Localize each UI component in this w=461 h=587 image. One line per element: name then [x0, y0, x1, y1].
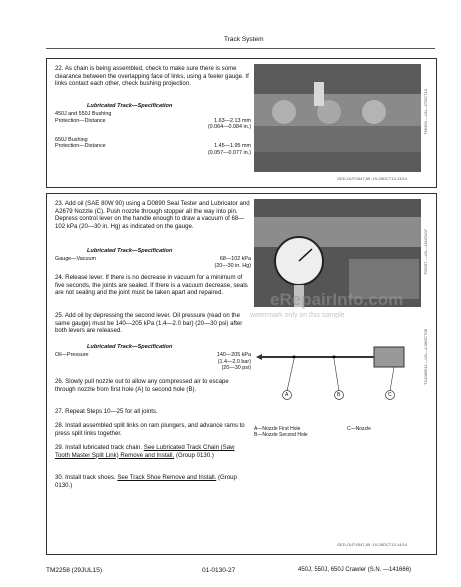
step27-text: 27. Repeat Steps 10—25 for all joints.: [55, 408, 158, 415]
spec-line: (0.057—0.077 in.): [207, 149, 251, 156]
step29-link[interactable]: See Lubricated Track Chain (Saw Tooth Master Split Link) Remove and Install.: [55, 444, 235, 459]
spec-line: 650J Bushing: [55, 136, 88, 143]
step22-text: 22. As chain is being assembled, check to make sure there is some clearance between the overlapping face of links, using a feeler gauge. If links contact each other, check bushing projection.: [55, 65, 249, 88]
step25-text: 25. Add oil by depressing the second lever. Oil pressure (read on the same gauge) must be 140—205 kPa (1.4—2.0 bar) (20—30 psi) after both levers are released.: [55, 312, 243, 335]
spec-line: 450J and 550J Bushing: [55, 111, 112, 117]
footer-left: TM2258 (29JUL15): [46, 567, 102, 574]
section-reference: OED,OUTX547,89 -19-28OCT13-13/14: [337, 176, 408, 181]
nozzle-diagram: [254, 319, 421, 419]
step26-text: 26. Slowly pull nozzle out to allow any compressed air to escape through nozzle from first hole (A) to second hole (B).: [55, 378, 229, 393]
step30-suffix: (Group 0130.): [55, 474, 237, 489]
legend-item-a: A—Nozzle First Hole: [254, 426, 301, 432]
spec-value: 1.45—1.95 mm: [214, 143, 251, 150]
section-reference: OED,OUTX547,89 -19-28OCT13-14/14: [337, 542, 408, 547]
callout-c: C: [388, 392, 392, 398]
step23-text: 23. Add oil (SAE 80W 90) using a D0890 Seal Tester and Lubricator and A2679 Nozzle (C). Push nozzle through stopper all the way into pin. Depress control lever on the handle enough to draw a vacuum of 68—102 kPa (20—30 in. Hg) as indicated on the gauge.: [55, 200, 250, 230]
step29-suffix: (Group 0130.): [175, 451, 214, 459]
spec-label: Oil—Pressure: [55, 352, 89, 358]
photo-reference: T66364 —UN—27OCT10: [423, 89, 428, 135]
spec-label: Gauge—Vacuum: [55, 256, 96, 262]
spec-label: Protection—Distance: [55, 117, 106, 124]
spec-value: 140—205 kPa: [216, 352, 251, 358]
track-chain-illustration: [254, 64, 421, 172]
legend-left: [254, 426, 334, 438]
step22-spec-title: Lubricated Track—Specification: [87, 103, 173, 109]
step28-text: 28. Install assembled split links on ram plungers, and advance rams to press split links together.: [55, 422, 245, 437]
legend-item-c: C—Nozzle: [347, 426, 371, 432]
step30-text: [55, 474, 251, 489]
step29-prefix: 29. Install lubricated track chain.: [55, 444, 143, 451]
step22-section: [46, 58, 437, 188]
spec2-block: [55, 352, 251, 372]
watermark-small: watermark only on this sample: [250, 312, 345, 319]
callout-a: A: [285, 392, 289, 398]
legend-item-b: B—Nozzle Second Hole: [254, 432, 308, 438]
footer-right: 450J, 550J, 650J Crawler (S.N. —141666): [298, 567, 412, 573]
spec-line: (1.4—2.0 bar): [217, 358, 251, 365]
page-header: [46, 30, 435, 49]
step30-prefix: 30. Install track shoes.: [55, 474, 116, 481]
callout-b: B: [337, 392, 341, 398]
spec-label: Protection—Distance: [55, 143, 106, 150]
step24-text: 24. Release lever. If there is no decrease in vacuum for a minimum of five seconds, the joints are sealed. If there is a vacuum decrease, seals are not sealing and the joint must be taken apart and repaired.: [55, 274, 248, 297]
spec-line: (0.064—0.084 in.): [207, 124, 251, 131]
spec-value: 68—102 kPa: [219, 256, 251, 262]
step30-link[interactable]: See Track Shoe Remove and Install.: [117, 474, 217, 481]
track-chain-photo: [254, 64, 421, 172]
spec-line: (20—30 in. Hg): [214, 262, 251, 269]
footer-page-number: 01-0130-27: [202, 567, 236, 574]
step22-spec-block: [55, 111, 251, 157]
spec1-block: [55, 256, 251, 269]
photo1-reference: T65267 —UN—19NOV07: [423, 229, 428, 276]
photo2-reference: TX1086511 —UN—4 06OCT08: [423, 329, 428, 385]
nozzle-drawing: [254, 319, 421, 419]
spec-value: 1.63—2.13 mm: [214, 117, 251, 124]
page-title: Track System: [224, 36, 264, 43]
steps-23-30-section: [46, 193, 437, 555]
watermark-large: eRepairInfo.com: [270, 290, 404, 309]
spec1-title: Lubricated Track—Specification: [87, 248, 173, 254]
spec-line: (20—30 psi): [221, 365, 251, 372]
step29-text: [55, 444, 251, 459]
spec2-title: Lubricated Track—Specification: [87, 344, 173, 350]
